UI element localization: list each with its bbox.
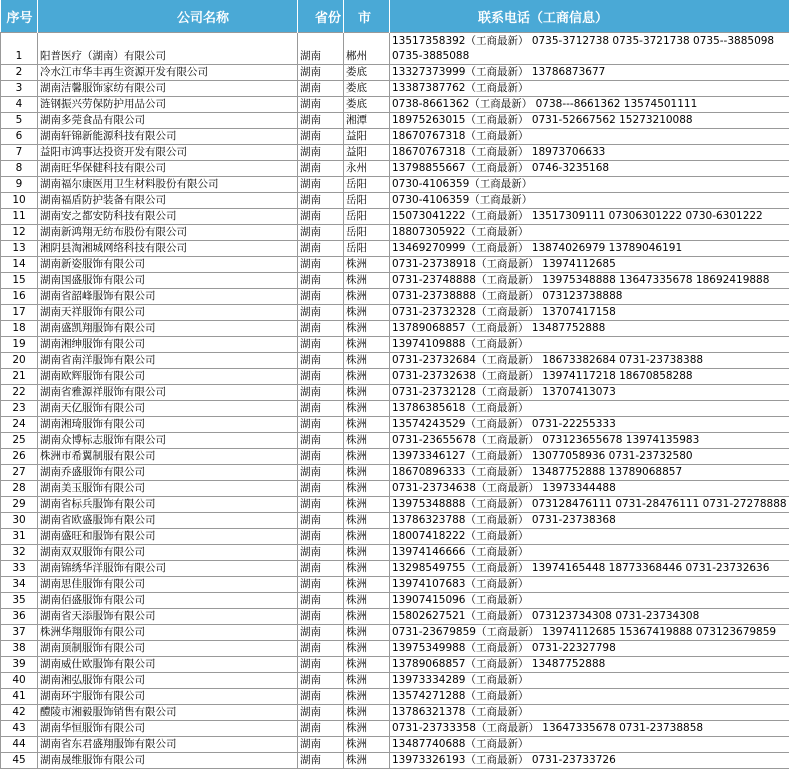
cell-city: 益阳 <box>344 145 390 161</box>
header-index: 序号 <box>1 0 38 33</box>
table-row <box>1 465 789 481</box>
cell-company: 湖南省南洋服饰有限公司 <box>38 353 298 369</box>
cell-city: 株洲 <box>344 465 390 481</box>
cell-province: 湖南 <box>298 385 344 401</box>
cell-company: 湖南省标兵服饰有限公司 <box>38 497 298 513</box>
cell-index: 7 <box>1 145 38 161</box>
cell-city: 株洲 <box>344 545 390 561</box>
cell-city: 株洲 <box>344 289 390 305</box>
cell-phone: 0731-23738918（工商最新） 13974112685 <box>390 257 789 273</box>
table-row <box>1 81 789 97</box>
cell-city: 岳阳 <box>344 193 390 209</box>
cell-province: 湖南 <box>298 449 344 465</box>
table-row <box>1 433 789 449</box>
table-body <box>1 33 789 769</box>
cell-province: 湖南 <box>298 641 344 657</box>
cell-province: 湖南 <box>298 145 344 161</box>
table-row <box>1 193 789 209</box>
cell-company: 湖南双双服饰有限公司 <box>38 545 298 561</box>
table-row <box>1 673 789 689</box>
cell-city: 株洲 <box>344 433 390 449</box>
cell-province: 湖南 <box>298 721 344 737</box>
cell-province: 湖南 <box>298 129 344 145</box>
cell-company: 湖南省东君盛翔服饰有限公司 <box>38 737 298 753</box>
cell-index: 4 <box>1 97 38 113</box>
cell-phone: 0738-8661362（工商最新） 0738---8661362 13574501111 <box>390 97 789 113</box>
cell-city: 株洲 <box>344 657 390 673</box>
cell-phone: 13469270999（工商最新） 13874026979 13789046191 <box>390 241 789 257</box>
cell-index: 37 <box>1 625 38 641</box>
cell-city: 岳阳 <box>344 177 390 193</box>
cell-index: 1 <box>1 33 38 65</box>
cell-phone: 13786385618（工商最新） <box>390 401 789 417</box>
cell-company: 湖南新鸿翔无纺布股份有限公司 <box>38 225 298 241</box>
cell-city: 湘潭 <box>344 113 390 129</box>
cell-city: 娄底 <box>344 65 390 81</box>
cell-province: 湖南 <box>298 273 344 289</box>
table-row <box>1 305 789 321</box>
cell-company: 湖南晟维服饰有限公司 <box>38 753 298 769</box>
header-row <box>1 0 789 33</box>
cell-company: 湖南轩锦新能源科技有限公司 <box>38 129 298 145</box>
cell-company: 湖南福盾防护装备有限公司 <box>38 193 298 209</box>
table-row <box>1 353 789 369</box>
cell-city: 郴州 <box>344 33 390 65</box>
cell-city: 株洲 <box>344 641 390 657</box>
cell-province: 湖南 <box>298 737 344 753</box>
cell-province: 湖南 <box>298 321 344 337</box>
cell-index: 45 <box>1 753 38 769</box>
cell-province: 湖南 <box>298 673 344 689</box>
cell-province: 湖南 <box>298 97 344 113</box>
cell-province: 湖南 <box>298 753 344 769</box>
cell-index: 34 <box>1 577 38 593</box>
cell-phone: 13973326193（工商最新） 0731-23733726 <box>390 753 789 769</box>
table-row <box>1 625 789 641</box>
table-row <box>1 177 789 193</box>
cell-index: 16 <box>1 289 38 305</box>
cell-company: 株洲市希翼制服有限公司 <box>38 449 298 465</box>
table-row <box>1 241 789 257</box>
cell-city: 株洲 <box>344 625 390 641</box>
table-row <box>1 257 789 273</box>
cell-phone: 13974109888（工商最新） <box>390 337 789 353</box>
cell-province: 湖南 <box>298 417 344 433</box>
table-row <box>1 321 789 337</box>
cell-company: 湖南锦绣华洋服饰有限公司 <box>38 561 298 577</box>
cell-city: 娄底 <box>344 81 390 97</box>
cell-phone: 13789068857（工商最新） 13487752888 <box>390 321 789 337</box>
cell-index: 25 <box>1 433 38 449</box>
cell-province: 湖南 <box>298 401 344 417</box>
cell-phone: 13975348888（工商最新） 073128476111 0731-28476111 0731-27278888 <box>390 497 789 513</box>
cell-company: 湖南盛凯翔服饰有限公司 <box>38 321 298 337</box>
cell-province: 湖南 <box>298 209 344 225</box>
cell-phone: 0731-23732128（工商最新） 13707413073 <box>390 385 789 401</box>
cell-phone: 15073041222（工商最新） 13517309111 07306301222 0730-6301222 <box>390 209 789 225</box>
cell-city: 娄底 <box>344 97 390 113</box>
cell-phone: 0731-23748888（工商最新） 13975348888 13647335678 18692419888 <box>390 273 789 289</box>
cell-province: 湖南 <box>298 545 344 561</box>
table-row <box>1 737 789 753</box>
cell-company: 阳普医疗（湖南）有限公司 <box>38 33 298 65</box>
cell-phone: 13327373999（工商最新） 13786873677 <box>390 65 789 81</box>
cell-phone: 15802627521（工商最新） 073123734308 0731-23734308 <box>390 609 789 625</box>
table-row <box>1 289 789 305</box>
cell-phone: 13786323788（工商最新） 0731-23738368 <box>390 513 789 529</box>
cell-company: 冷水江市华丰再生资源开发有限公司 <box>38 65 298 81</box>
cell-province: 湖南 <box>298 353 344 369</box>
cell-phone: 0731-23679859（工商最新） 13974112685 15367419888 073123679859 <box>390 625 789 641</box>
cell-phone: 0731-23655678（工商最新） 073123655678 13974135983 <box>390 433 789 449</box>
cell-company: 湖南顶制服饰有限公司 <box>38 641 298 657</box>
cell-city: 株洲 <box>344 385 390 401</box>
cell-city: 株洲 <box>344 577 390 593</box>
cell-index: 33 <box>1 561 38 577</box>
cell-company: 醴陵市湘毅服饰销售有限公司 <box>38 705 298 721</box>
cell-phone: 18670896333（工商最新） 13487752888 13789068857 <box>390 465 789 481</box>
cell-phone: 13973334289（工商最新） <box>390 673 789 689</box>
cell-index: 36 <box>1 609 38 625</box>
table-row <box>1 577 789 593</box>
table-row <box>1 65 789 81</box>
cell-company: 湖南湘绅服饰有限公司 <box>38 337 298 353</box>
cell-company: 涟钢振兴劳保防护用品公司 <box>38 97 298 113</box>
cell-city: 岳阳 <box>344 225 390 241</box>
cell-index: 9 <box>1 177 38 193</box>
cell-phone: 13789068857（工商最新） 13487752888 <box>390 657 789 673</box>
cell-province: 湖南 <box>298 577 344 593</box>
cell-phone: 13974107683（工商最新） <box>390 577 789 593</box>
cell-company: 湖南省韶峰服饰有限公司 <box>38 289 298 305</box>
cell-province: 湖南 <box>298 225 344 241</box>
cell-company: 湖南众博标志服饰有限公司 <box>38 433 298 449</box>
cell-city: 株洲 <box>344 753 390 769</box>
cell-company: 湖南福尔康医用卫生材料股份有限公司 <box>38 177 298 193</box>
cell-company: 湖南省天添服饰有限公司 <box>38 609 298 625</box>
cell-phone: 13574243529（工商最新） 0731-22255333 <box>390 417 789 433</box>
cell-index: 43 <box>1 721 38 737</box>
cell-company: 湖南旺华保健科技有限公司 <box>38 161 298 177</box>
table-row <box>1 33 789 65</box>
cell-city: 株洲 <box>344 369 390 385</box>
cell-company: 湖南新姿服饰有限公司 <box>38 257 298 273</box>
cell-province: 湖南 <box>298 193 344 209</box>
table-row <box>1 385 789 401</box>
cell-phone: 18670767318（工商最新） <box>390 129 789 145</box>
cell-province: 湖南 <box>298 305 344 321</box>
cell-phone: 0731-23733358（工商最新） 13647335678 0731-23738858 <box>390 721 789 737</box>
cell-phone: 0731-23738888（工商最新） 073123738888 <box>390 289 789 305</box>
cell-company: 湖南盛旺和服饰有限公司 <box>38 529 298 545</box>
table-row <box>1 657 789 673</box>
cell-phone: 0730-4106359（工商最新） <box>390 193 789 209</box>
cell-city: 株洲 <box>344 417 390 433</box>
cell-company: 湖南湘弘服饰有限公司 <box>38 673 298 689</box>
cell-company: 湖南天亿服饰有限公司 <box>38 401 298 417</box>
cell-index: 22 <box>1 385 38 401</box>
table-row <box>1 689 789 705</box>
cell-phone: 13786321378（工商最新） <box>390 705 789 721</box>
table-row <box>1 225 789 241</box>
cell-city: 株洲 <box>344 481 390 497</box>
cell-province: 湖南 <box>298 593 344 609</box>
cell-province: 湖南 <box>298 513 344 529</box>
table-row <box>1 545 789 561</box>
table-row <box>1 529 789 545</box>
cell-company: 湘阴县淘湘城网络科技有限公司 <box>38 241 298 257</box>
cell-index: 29 <box>1 497 38 513</box>
cell-city: 株洲 <box>344 561 390 577</box>
cell-index: 41 <box>1 689 38 705</box>
cell-index: 18 <box>1 321 38 337</box>
cell-company: 益阳市鸿事达投资开发有限公司 <box>38 145 298 161</box>
cell-province: 湖南 <box>298 241 344 257</box>
cell-index: 8 <box>1 161 38 177</box>
cell-index: 24 <box>1 417 38 433</box>
cell-index: 26 <box>1 449 38 465</box>
cell-company: 湖南思佳服饰有限公司 <box>38 577 298 593</box>
cell-index: 21 <box>1 369 38 385</box>
cell-city: 株洲 <box>344 737 390 753</box>
cell-city: 株洲 <box>344 513 390 529</box>
cell-index: 6 <box>1 129 38 145</box>
cell-company: 湖南国盛服饰有限公司 <box>38 273 298 289</box>
cell-company: 湖南环宇服饰有限公司 <box>38 689 298 705</box>
cell-company: 株洲华翔服饰有限公司 <box>38 625 298 641</box>
cell-province: 湖南 <box>298 65 344 81</box>
cell-province: 湖南 <box>298 257 344 273</box>
cell-index: 23 <box>1 401 38 417</box>
cell-city: 株洲 <box>344 353 390 369</box>
table-row <box>1 113 789 129</box>
cell-index: 19 <box>1 337 38 353</box>
cell-index: 20 <box>1 353 38 369</box>
table-row <box>1 97 789 113</box>
cell-city: 株洲 <box>344 529 390 545</box>
cell-index: 17 <box>1 305 38 321</box>
cell-index: 2 <box>1 65 38 81</box>
cell-company: 湖南省欧盛服饰有限公司 <box>38 513 298 529</box>
cell-phone: 13487740688（工商最新） <box>390 737 789 753</box>
table-row <box>1 705 789 721</box>
cell-city: 永州 <box>344 161 390 177</box>
cell-phone: 18007418222（工商最新） <box>390 529 789 545</box>
cell-phone: 13387387762（工商最新） <box>390 81 789 97</box>
cell-index: 32 <box>1 545 38 561</box>
cell-city: 株洲 <box>344 273 390 289</box>
table-row <box>1 593 789 609</box>
cell-city: 益阳 <box>344 129 390 145</box>
cell-province: 湖南 <box>298 161 344 177</box>
cell-province: 湖南 <box>298 177 344 193</box>
header-company: 公司名称 <box>38 0 298 33</box>
table-row <box>1 449 789 465</box>
cell-phone: 13298549755（工商最新） 13974165448 18773368446 0731-23732636 <box>390 561 789 577</box>
table-row <box>1 369 789 385</box>
cell-company: 湖南威仕欧服饰有限公司 <box>38 657 298 673</box>
table-row <box>1 753 789 769</box>
cell-city: 株洲 <box>344 689 390 705</box>
cell-index: 5 <box>1 113 38 129</box>
cell-city: 株洲 <box>344 609 390 625</box>
cell-city: 岳阳 <box>344 241 390 257</box>
cell-province: 湖南 <box>298 657 344 673</box>
cell-index: 13 <box>1 241 38 257</box>
cell-province: 湖南 <box>298 433 344 449</box>
cell-index: 39 <box>1 657 38 673</box>
cell-city: 株洲 <box>344 673 390 689</box>
cell-index: 15 <box>1 273 38 289</box>
cell-company: 湖南洁馨服饰家纺有限公司 <box>38 81 298 97</box>
cell-province: 湖南 <box>298 369 344 385</box>
header-province: 省份 <box>298 0 344 33</box>
cell-province: 湖南 <box>298 497 344 513</box>
cell-province: 湖南 <box>298 113 344 129</box>
cell-city: 株洲 <box>344 705 390 721</box>
cell-company: 湖南华恒服饰有限公司 <box>38 721 298 737</box>
cell-company: 湖南欧辉服饰有限公司 <box>38 369 298 385</box>
cell-phone: 0731-23734638（工商最新） 13973344488 <box>390 481 789 497</box>
cell-city: 株洲 <box>344 401 390 417</box>
cell-province: 湖南 <box>298 33 344 65</box>
cell-index: 31 <box>1 529 38 545</box>
cell-province: 湖南 <box>298 337 344 353</box>
table-row <box>1 273 789 289</box>
cell-index: 14 <box>1 257 38 273</box>
cell-city: 株洲 <box>344 497 390 513</box>
cell-index: 44 <box>1 737 38 753</box>
table-row <box>1 337 789 353</box>
cell-phone: 18670767318（工商最新） 18973706633 <box>390 145 789 161</box>
cell-province: 湖南 <box>298 529 344 545</box>
cell-phone: 13798855667（工商最新） 0746-3235168 <box>390 161 789 177</box>
cell-company: 湖南美玉服饰有限公司 <box>38 481 298 497</box>
cell-phone: 13574271288（工商最新） <box>390 689 789 705</box>
cell-city: 株洲 <box>344 593 390 609</box>
table-row <box>1 721 789 737</box>
table-row <box>1 609 789 625</box>
cell-city: 株洲 <box>344 449 390 465</box>
cell-index: 11 <box>1 209 38 225</box>
cell-company: 湖南天祥服饰有限公司 <box>38 305 298 321</box>
table-row <box>1 161 789 177</box>
cell-city: 株洲 <box>344 305 390 321</box>
cell-phone: 18975263015（工商最新） 0731-52667562 15273210088 <box>390 113 789 129</box>
table-row <box>1 481 789 497</box>
cell-phone: 0731-23732684（工商最新） 18673382684 0731-23738388 <box>390 353 789 369</box>
cell-province: 湖南 <box>298 689 344 705</box>
cell-phone: 0731-23732328（工商最新） 13707417158 <box>390 305 789 321</box>
cell-province: 湖南 <box>298 705 344 721</box>
cell-phone: 13973346127（工商最新） 13077058936 0731-23732580 <box>390 449 789 465</box>
cell-phone: 13974146666（工商最新） <box>390 545 789 561</box>
table-row <box>1 561 789 577</box>
cell-index: 12 <box>1 225 38 241</box>
cell-index: 38 <box>1 641 38 657</box>
cell-company: 湖南佰盛服饰有限公司 <box>38 593 298 609</box>
table-row <box>1 145 789 161</box>
cell-phone: 0730-4106359（工商最新） <box>390 177 789 193</box>
cell-province: 湖南 <box>298 81 344 97</box>
cell-company: 湖南湘琦服饰有限公司 <box>38 417 298 433</box>
table-row <box>1 129 789 145</box>
cell-index: 27 <box>1 465 38 481</box>
cell-phone: 13907415096（工商最新） <box>390 593 789 609</box>
cell-index: 10 <box>1 193 38 209</box>
cell-city: 岳阳 <box>344 209 390 225</box>
cell-company: 湖南乔盛服饰有限公司 <box>38 465 298 481</box>
cell-province: 湖南 <box>298 481 344 497</box>
cell-city: 株洲 <box>344 721 390 737</box>
cell-company: 湖南安之都安防科技有限公司 <box>38 209 298 225</box>
table-row <box>1 513 789 529</box>
cell-phone: 18807305922（工商最新） <box>390 225 789 241</box>
cell-province: 湖南 <box>298 609 344 625</box>
cell-phone: 13517358392（工商最新） 0735-3712738 0735-3721738 0735--3885098 0735-3885088 <box>390 33 789 65</box>
table-row <box>1 209 789 225</box>
cell-province: 湖南 <box>298 625 344 641</box>
cell-index: 42 <box>1 705 38 721</box>
cell-province: 湖南 <box>298 465 344 481</box>
cell-company: 湖南多莞食品有限公司 <box>38 113 298 129</box>
cell-index: 30 <box>1 513 38 529</box>
cell-index: 40 <box>1 673 38 689</box>
cell-province: 湖南 <box>298 561 344 577</box>
header-city: 市 <box>344 0 390 33</box>
table-row <box>1 497 789 513</box>
cell-city: 株洲 <box>344 257 390 273</box>
cell-index: 35 <box>1 593 38 609</box>
header-phone: 联系电话（工商信息） <box>390 0 789 33</box>
table-row <box>1 401 789 417</box>
cell-index: 3 <box>1 81 38 97</box>
cell-city: 株洲 <box>344 321 390 337</box>
table-row <box>1 417 789 433</box>
cell-company: 湖南省雅源祥服饰有限公司 <box>38 385 298 401</box>
table-row <box>1 641 789 657</box>
cell-index: 28 <box>1 481 38 497</box>
cell-province: 湖南 <box>298 289 344 305</box>
cell-phone: 13975349988（工商最新） 0731-22327798 <box>390 641 789 657</box>
cell-phone: 0731-23732638（工商最新） 13974117218 18670858288 <box>390 369 789 385</box>
cell-city: 株洲 <box>344 337 390 353</box>
